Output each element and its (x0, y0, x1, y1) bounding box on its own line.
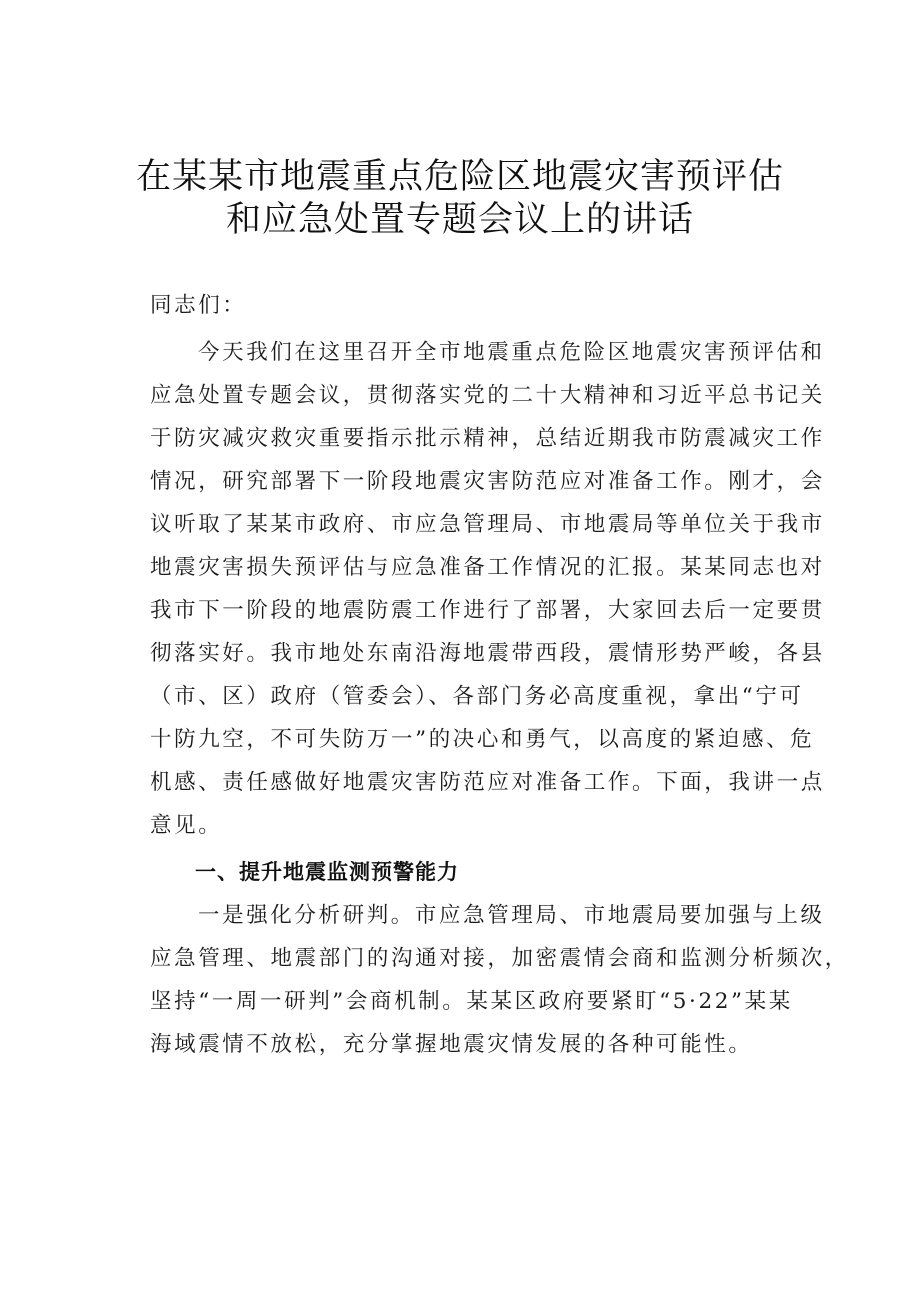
intro-paragraph-line: 彻落实好。我市地处东南沿海地震带西段，震情形势严峻，各县 (150, 641, 825, 666)
intro-paragraph-line: 于防灾减灾救灾重要指示批示精神，总结近期我市防震减灾工作 (150, 426, 825, 451)
document-title-line-1: 在某某市地震重点危险区地震灾害预评估 (135, 157, 784, 197)
section-paragraph-line: 坚持“一周一研判”会商机制。某某区政府要紧盯“5·22”某某 (150, 989, 793, 1014)
document-title-line-2: 和应急处置专题会议上的讲话 (225, 200, 694, 240)
intro-paragraph-line: 情况，研究部署下一阶段地震灾害防范应对准备工作。刚才，会 (150, 469, 825, 494)
section-paragraph-line: 海域震情不放松，充分掌握地震灾情发展的各种可能性。 (150, 1032, 753, 1057)
section-heading: 一、提升地震监测预警能力 (195, 860, 459, 884)
section-paragraph-line: 一是强化分析研判。市应急管理局、市地震局要加强与上级 (198, 903, 825, 928)
intro-paragraph-line: 意见。 (150, 813, 223, 838)
intro-paragraph-line: 地震灾害损失预评估与应急准备工作情况的汇报。某某同志也对 (150, 555, 825, 580)
intro-paragraph-line: （市、区）政府（管委会）、各部门务必高度重视，拿出“宁可 (150, 684, 804, 709)
section-paragraph-line: 应急管理、地震部门的沟通对接，加密震情会商和监测分析频次， (150, 946, 849, 971)
intro-paragraph-line: 应急处置专题会议，贯彻落实党的二十大精神和习近平总书记关 (150, 383, 825, 408)
intro-paragraph-line: 议听取了某某市政府、市应急管理局、市地震局等单位关于我市 (150, 512, 825, 537)
intro-paragraph-line: 我市下一阶段的地震防震工作进行了部署，大家回去后一定要贯 (150, 598, 825, 623)
intro-paragraph-line: 今天我们在这里召开全市地震重点危险区地震灾害预评估和 (198, 340, 825, 365)
intro-paragraph-line: 十防九空，不可失防万一”的决心和勇气，以高度的紧迫感、危 (150, 727, 815, 752)
intro-paragraph-line: 机感、责任感做好地震灾害防范应对准备工作。下面，我讲一点 (150, 770, 825, 795)
salutation: 同志们： (150, 293, 247, 318)
